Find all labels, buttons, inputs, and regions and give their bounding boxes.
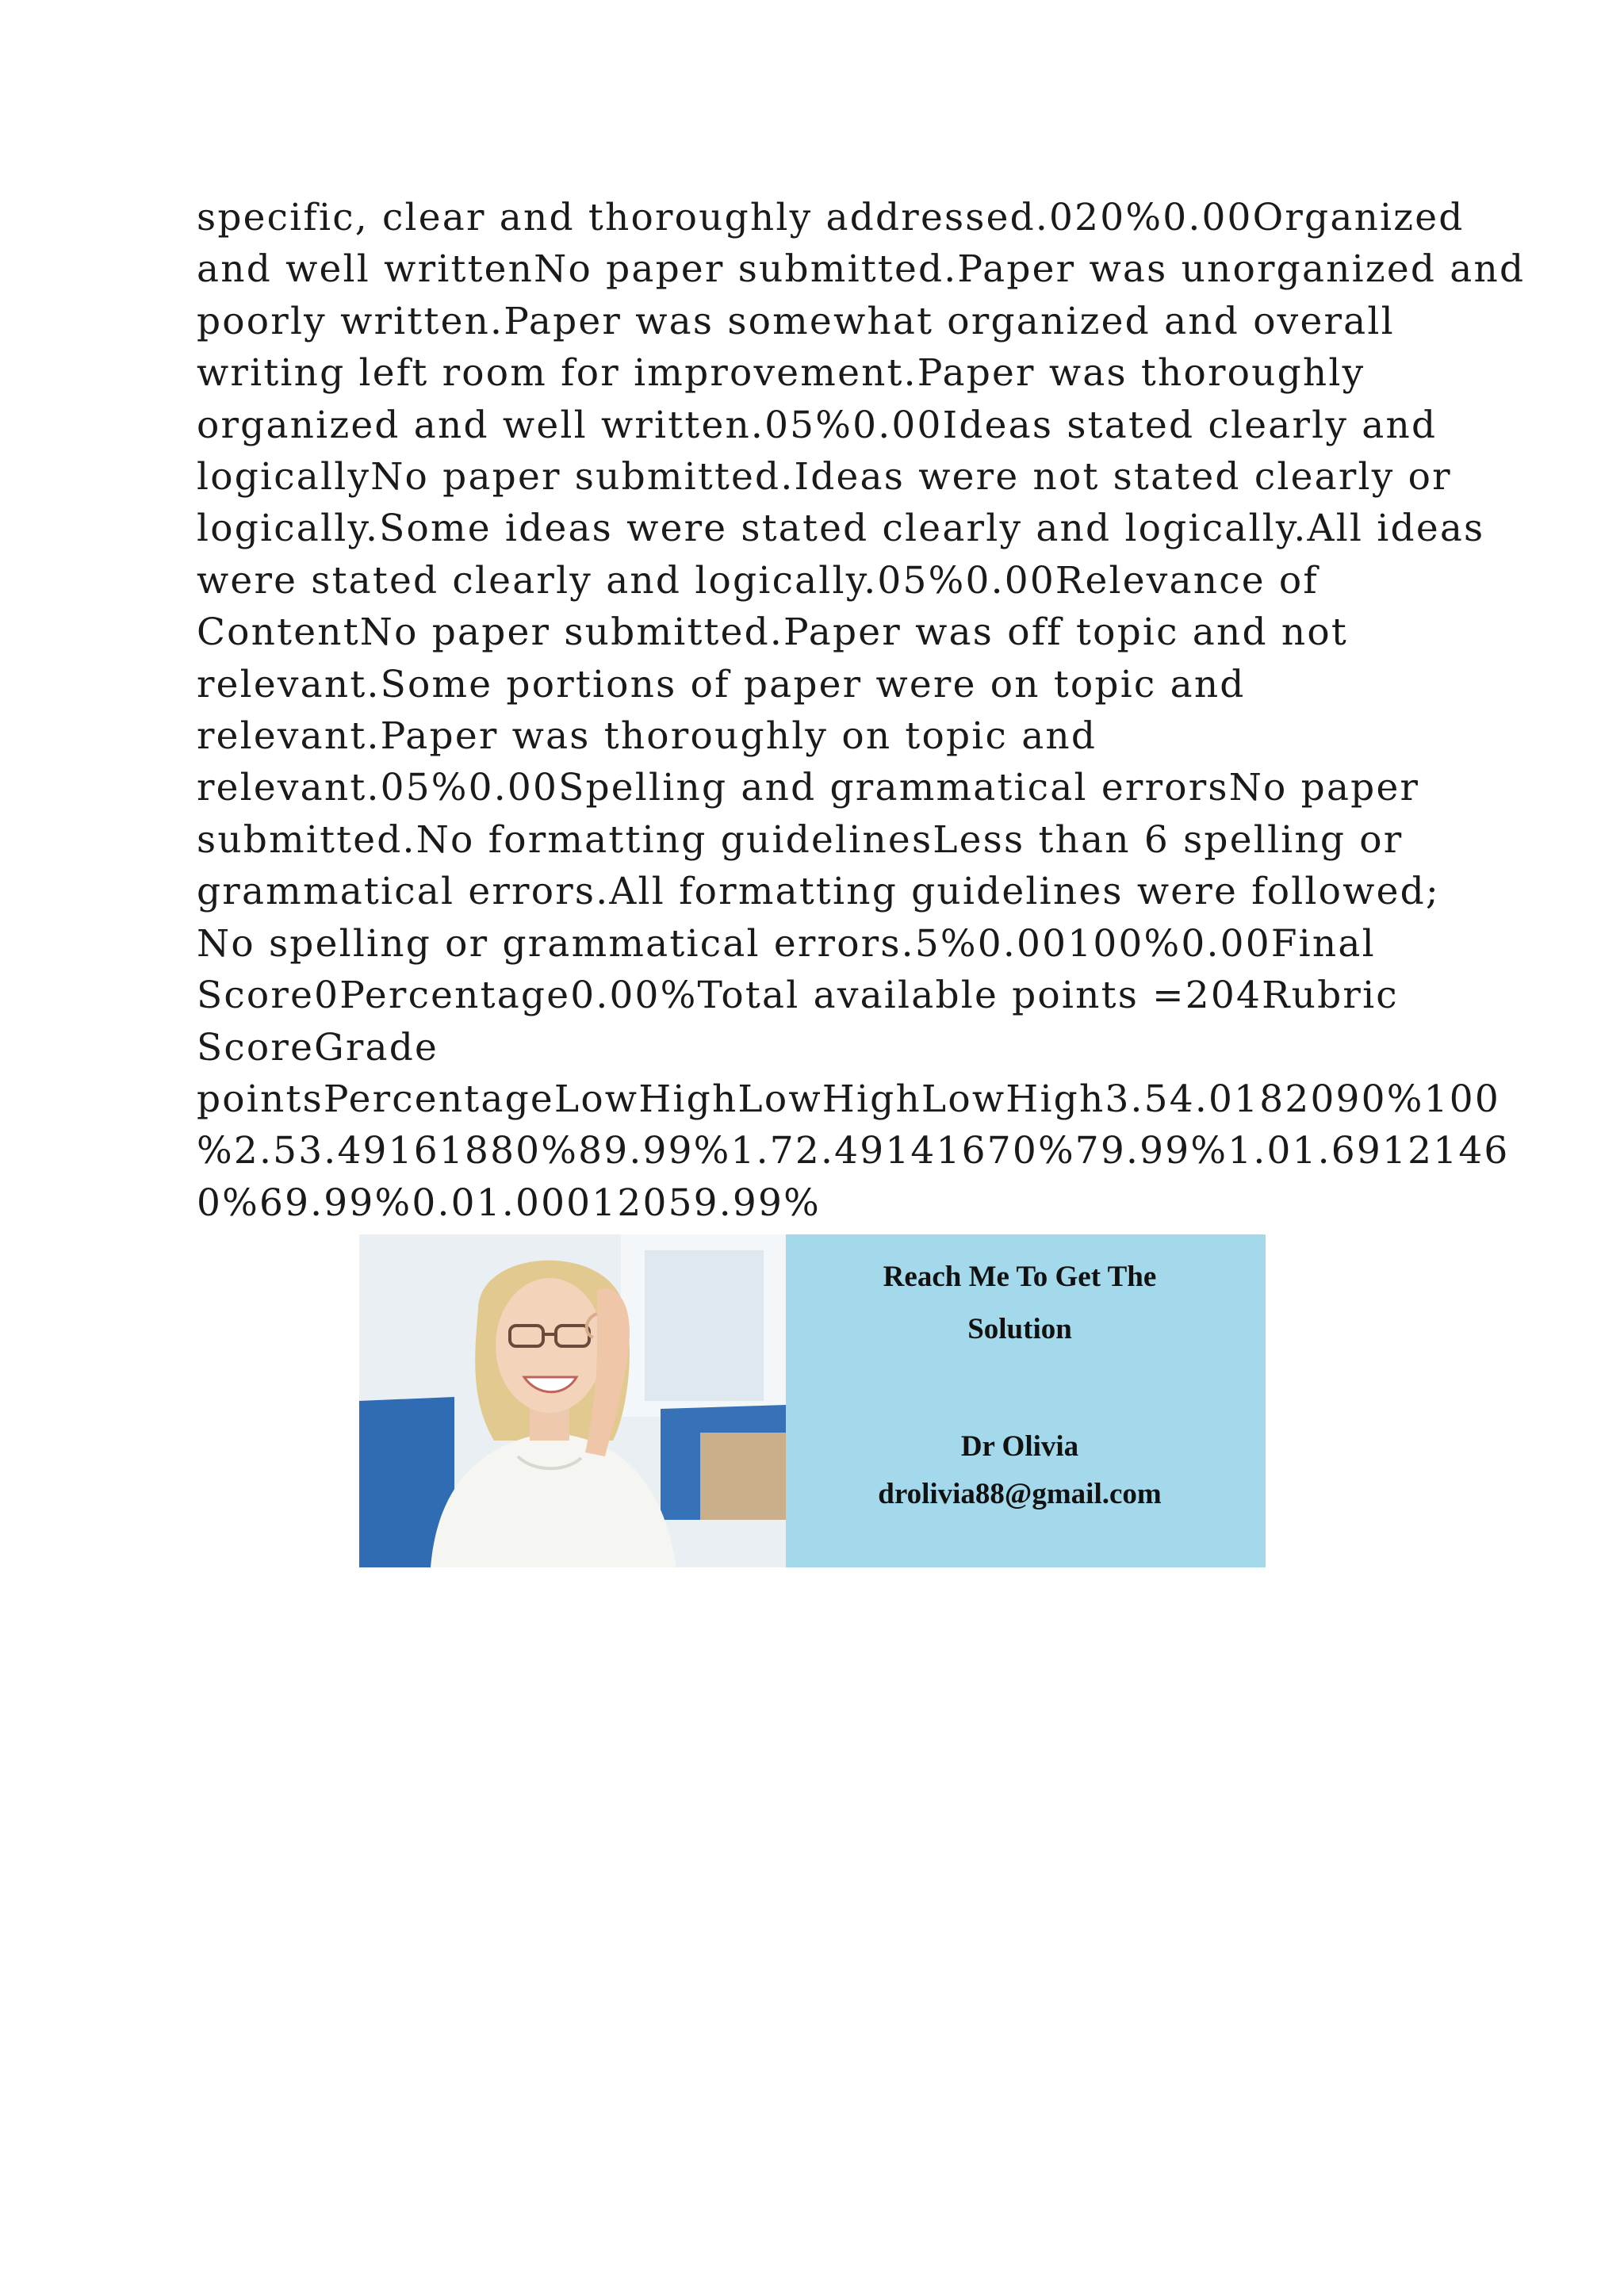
woman-with-glasses-photo: [359, 1234, 786, 1567]
body-line: writing left room for improvement.Paper was thoroughly: [197, 351, 1365, 396]
body-line: No spelling or grammatical errors.5%0.00100%0.00Final: [197, 921, 1376, 966]
body-line: logically.Some ideas were stated clearly and logically.All ideas: [197, 507, 1485, 551]
body-line: poorly written.Paper was somewhat organized and overall: [197, 299, 1395, 343]
body-line: 0%69.99%0.01.00012059.99%: [197, 1181, 821, 1225]
body-line: Score0Percentage0.00%Total available points =204Rubric: [197, 974, 1399, 1018]
contact-name: Dr Olivia: [960, 1430, 1079, 1463]
body-line: relevant.Paper was thoroughly on topic and: [197, 714, 1097, 759]
contact-banner: [359, 1234, 1266, 1567]
body-line: pointsPercentageLowHighLowHighLowHigh3.54.0182090%100: [197, 1077, 1500, 1121]
banner-heading-line-2: Solution: [967, 1313, 1072, 1345]
body-line: relevant.Some portions of paper were on topic and: [197, 662, 1246, 706]
body-line: ScoreGrade: [197, 1025, 439, 1070]
body-line: were stated clearly and logically.05%0.00Relevance of: [197, 558, 1319, 603]
contact-info-panel: [786, 1234, 1266, 1567]
body-line: ContentNo paper submitted.Paper was off topic and not: [197, 610, 1348, 655]
body-line: grammatical errors.All formatting guidelines were followed;: [197, 870, 1440, 914]
contact-email: drolivia88@gmail.com: [878, 1478, 1162, 1510]
body-line: submitted.No formatting guidelinesLess than 6 spelling or: [197, 817, 1404, 862]
body-line: and well writtenNo paper submitted.Paper was unorganized and: [197, 247, 1526, 292]
body-line: %2.53.49161880%89.99%1.72.49141670%79.99%1.01.6912146: [197, 1129, 1510, 1173]
body-line: relevant.05%0.00Spelling and grammatical errorsNo paper: [197, 766, 1420, 810]
body-line: specific, clear and thoroughly addressed.020%0.00Organized: [197, 196, 1465, 239]
document-body-text: [197, 192, 1526, 1229]
portrait-illustration: [359, 1234, 786, 1567]
body-line: logicallyNo paper submitted.Ideas were not stated clearly or: [197, 455, 1452, 499]
body-line: organized and well written.05%0.00Ideas stated clearly and: [197, 403, 1438, 447]
banner-heading-line-1: Reach Me To Get The: [883, 1261, 1157, 1293]
